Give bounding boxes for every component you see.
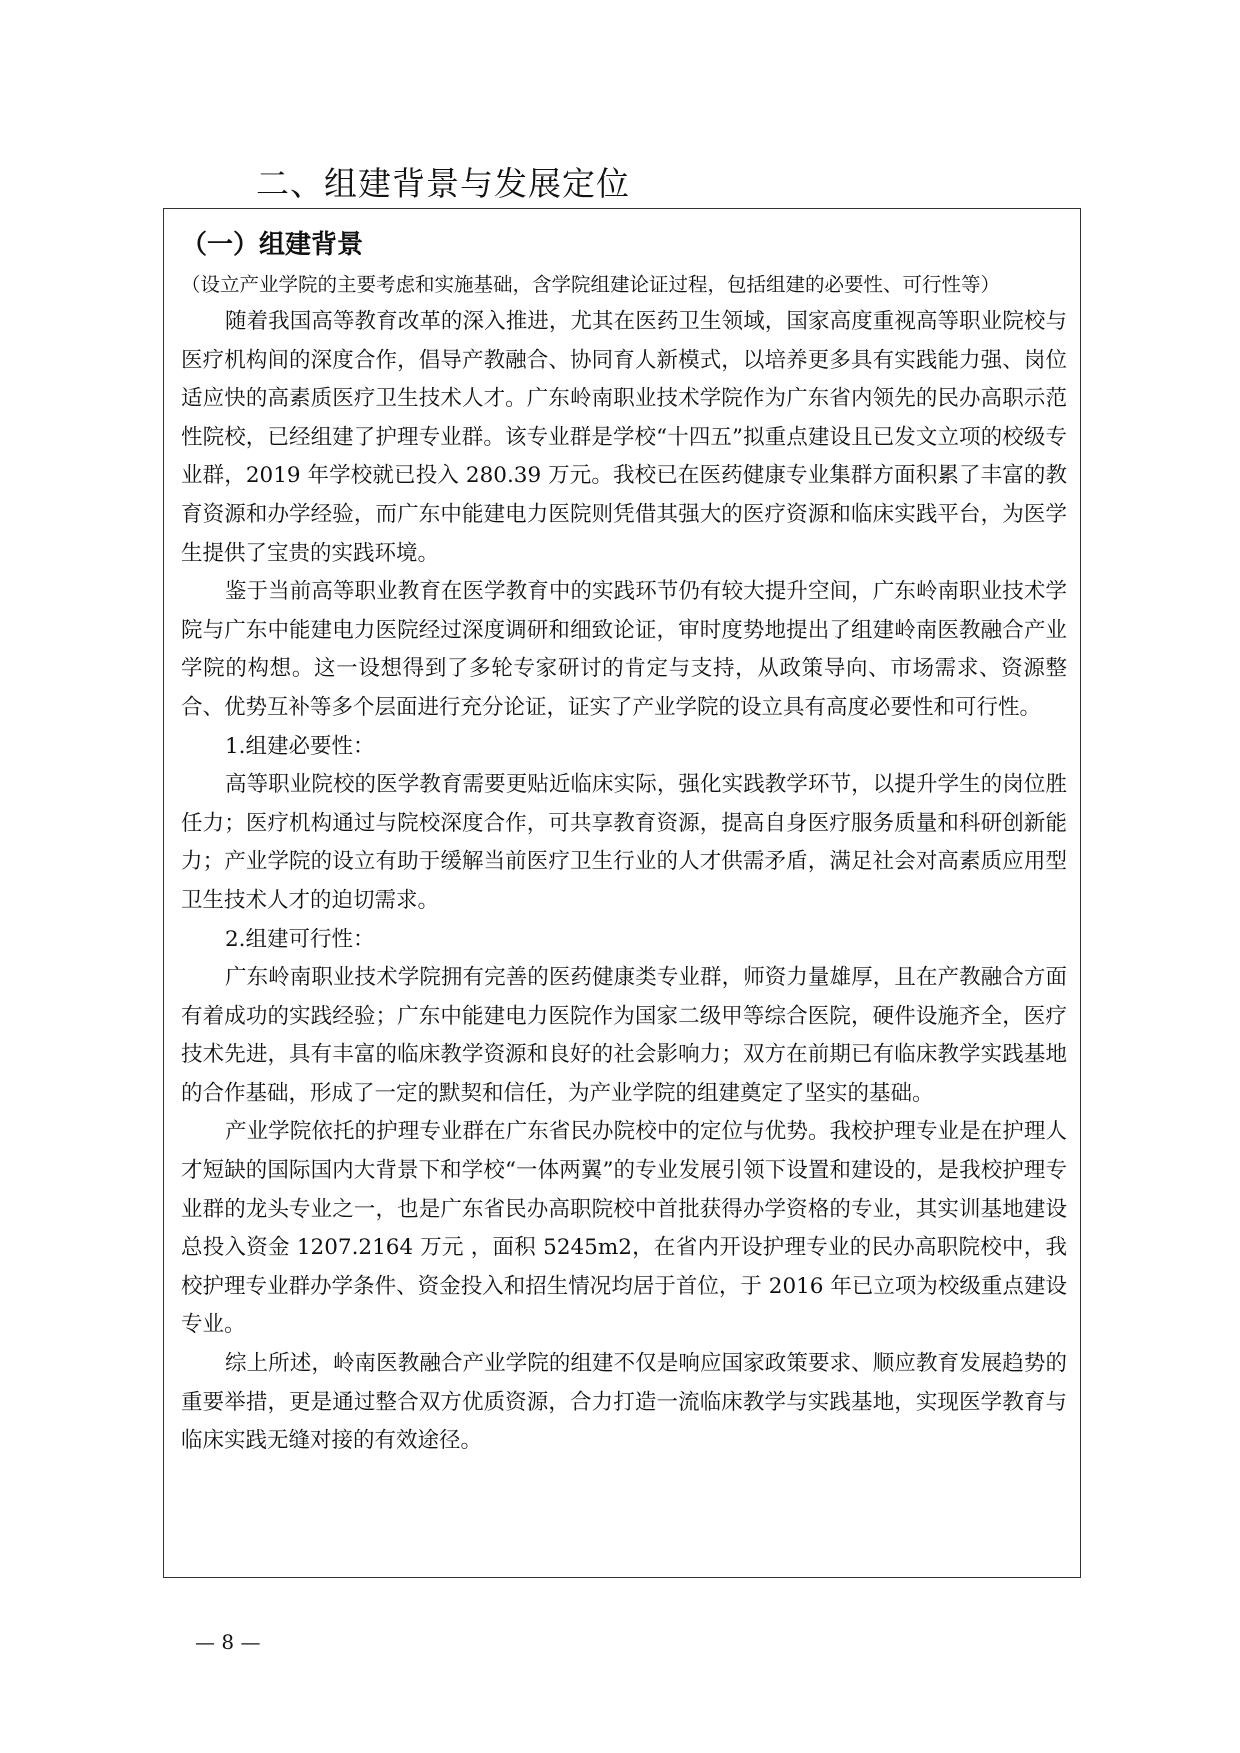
paragraph-conclusion: 综上所述，岭南医教融合产业学院的组建不仅是响应国家政策要求、顺应教育发展趋势的重要举措，更是通过整合双方优质资源，合力打造一流临床教学与实践基地，实现医学教育与临床实践无缝对接的有效途径。 [181, 1351, 1067, 1454]
heading-necessity: 1.组建必要性： [225, 733, 375, 759]
paragraph-nursing-program: 产业学院依托的护理专业群在广东省民办院校中的定位与优势。我校护理专业是在护理人才短缺的国际国内大背景下和学校“一体两翼”的专业发展引领下设置和建设的，是我校护理专业群的龙头专业之一，也是广东省民办高职院校中首批获得办学资格的专业，其实训基地建设总投入资金 1207.2164 万元 ，面积 5245m2，在省内开设护理专业的民办高职院校中，我校护理专业群办学条件、资金投入和招生情况均居于首位，于 2016 年已立项为校级重点建设专业。 [181, 1119, 1067, 1338]
content-frame [163, 208, 1081, 1578]
paragraph-feasibility: 广东岭南职业技术学院拥有完善的医药健康类专业群，师资力量雄厚，且在产教融合方面有着成功的实践经验；广东中能建电力医院作为国家二级甲等综合医院，硬件设施齐全，医疗技术先进，具有丰富的临床教学资源和良好的社会影响力；双方在前期已有临床教学实践基地的合作基础，形成了一定的默契和信任，为产业学院的组建奠定了坚实的基础。 [181, 965, 1067, 1106]
heading-feasibility: 2.组建可行性： [225, 926, 375, 952]
content-body [181, 223, 1067, 1461]
section-title: 二、组建背景与发展定位 [256, 164, 630, 203]
instruction-note: （设立产业学院的主要考虑和实施基础，含学院组建论证过程，包括组建的必要性、可行性等） [181, 273, 1001, 296]
paragraph-proposal: 鉴于当前高等职业教育在医学教育中的实践环节仍有较大提升空间，广东岭南职业技术学院与广东中能建电力医院经过深度调研和细致论证，审时度势地提出了组建岭南医教融合产业学院的构想。这一设想得到了多轮专家研讨的肯定与支持，从政策导向、市场需求、资源整合、优势互补等多个层面进行充分论证，证实了产业学院的设立具有高度必要性和可行性。 [181, 579, 1067, 720]
subsection-title: （一）组建背景 [181, 230, 364, 260]
page-number: — 8 — [195, 1630, 261, 1654]
paragraph-background: 随着我国高等教育改革的深入推进，尤其在医药卫生领域，国家高度重视高等职业院校与医疗机构间的深度合作，倡导产教融合、协同育人新模式，以培养更多具有实践能力强、岗位适应快的高素质医疗卫生技术人才。广东岭南职业技术学院作为广东省内领先的民办高职示范性院校，已经组建了护理专业群。该专业群是学校“十四五”拟重点建设且已发文立项的校级专业群，2019 年学校就已投入 280.39 万元。我校已在医药健康专业集群方面积累了丰富的教育资源和办学经验，而广东中能建电力医院则凭借其强大的医疗资源和临床实践平台，为医学生提供了宝贵的实践环境。 [181, 309, 1067, 566]
paragraph-necessity: 高等职业院校的医学教育需要更贴近临床实际，强化实践教学环节，以提升学生的岗位胜任力；医疗机构通过与院校深度合作，可共享教育资源，提高自身医疗服务质量和科研创新能力；产业学院的设立有助于缓解当前医疗卫生行业的人才供需矛盾，满足社会对高素质应用型卫生技术人才的迫切需求。 [181, 772, 1067, 913]
